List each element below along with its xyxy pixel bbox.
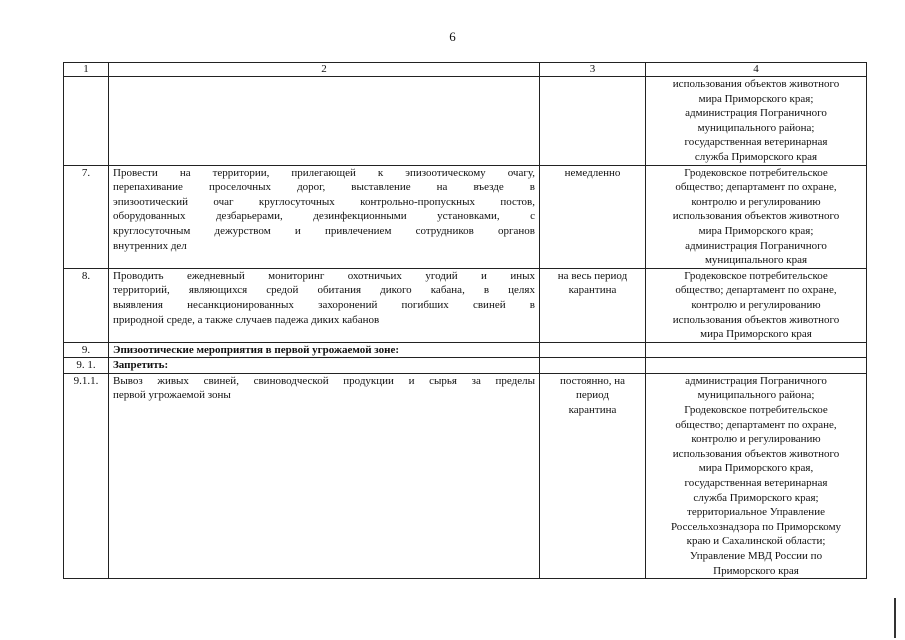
text-line: контролю и регулированию xyxy=(691,298,821,311)
table-row xyxy=(64,358,867,374)
responsible-cell xyxy=(646,165,867,268)
text-line: круглосуточным дежурством и привлечением сотрудников органов xyxy=(113,224,535,237)
text-line: администрация Пограничного xyxy=(685,239,827,252)
text-line: Гродековское потребительское xyxy=(684,404,828,417)
table-row xyxy=(64,268,867,342)
responsible-cell xyxy=(646,358,867,374)
text-line: служба Приморского края; xyxy=(693,491,819,504)
text-line: перепахивание проселочных дорог, выставление на въезде в xyxy=(113,181,535,194)
deadline-cell xyxy=(540,165,646,268)
column-header-4: 4 xyxy=(646,63,867,77)
text-line: использования объектов животного xyxy=(672,78,840,90)
text-line: государственная ветеринарная xyxy=(684,136,828,149)
text-line: общество; департамент по охране, xyxy=(675,181,837,194)
responsible-cell xyxy=(646,342,867,358)
text-line: государственная ветеринарная xyxy=(684,477,828,490)
text-line: использования объектов животного xyxy=(672,447,840,460)
text-line: краю и Сахалинской области; xyxy=(686,535,826,548)
page-number: 6 xyxy=(449,29,456,44)
text-line: внутренних дел xyxy=(113,239,187,252)
section-title: Эпизоотические мероприятия в первой угрожаемой зоне: xyxy=(109,342,540,358)
column-header-2: 2 xyxy=(109,63,540,77)
text-line: Провести на территории, прилегающей к эпизоотическому очагу, xyxy=(113,166,535,179)
text-line: контролю и регулированию xyxy=(691,433,821,446)
measure-description xyxy=(109,268,540,342)
text-line: Вывоз живых свиней, свиноводческой продукции и сырья за пределы xyxy=(113,374,535,387)
text-line: период xyxy=(576,389,609,402)
text-line: общество; департамент по охране, xyxy=(675,418,837,431)
row-number: 9. xyxy=(64,342,109,358)
table-body xyxy=(64,63,867,579)
text-line: использования объектов животного xyxy=(672,313,840,326)
text-line: мира Приморского края; xyxy=(698,92,814,105)
row-number: 9.1.1. xyxy=(64,373,109,578)
section-title: Запретить: xyxy=(109,358,540,374)
text-line: служба Приморского края xyxy=(694,150,818,163)
row-number: 7. xyxy=(64,165,109,268)
table-row xyxy=(64,342,867,358)
text-line: мира Приморского края, xyxy=(698,462,814,475)
text-line: Гродековское потребительское xyxy=(684,269,828,282)
text-line: муниципального края xyxy=(704,254,808,267)
text-line: Гродековское потребительское xyxy=(684,166,828,179)
text-line: мира Приморского края; xyxy=(698,224,814,237)
deadline-cell xyxy=(540,358,646,374)
text-line: немедленно xyxy=(564,166,621,179)
text-line: Управление МВД России по xyxy=(689,550,823,562)
responsible-cell xyxy=(646,77,867,166)
text-line: оборудованных дезбарьерами, дезинфекционными установками, с xyxy=(113,210,535,223)
text-line: эпизоотический очаг круглосуточных контрольно-пропускных постов, xyxy=(113,195,535,208)
text-line: выявления несанкционированных захоронений погибших свиней в xyxy=(113,298,535,311)
measure-description xyxy=(109,165,540,268)
text-line: администрация Пограничного xyxy=(685,374,827,387)
text-line: мира Приморского края xyxy=(700,328,812,341)
responsible-cell xyxy=(646,268,867,342)
text-line: карантина xyxy=(568,284,617,297)
deadline-cell xyxy=(540,342,646,358)
text-line: муниципального района; xyxy=(697,121,815,134)
text-line: природной среде, а также случаев падежа диких кабанов xyxy=(113,313,380,326)
text-line: использования объектов животного xyxy=(672,210,840,223)
table-row xyxy=(64,77,867,166)
text-line: территорий, являющихся средой обитания дикого кабана, в целях xyxy=(113,284,535,297)
row-number: 9. 1. xyxy=(64,358,109,374)
text-line: общество; департамент по охране, xyxy=(675,284,837,297)
row-number xyxy=(64,77,109,166)
table-header-row xyxy=(64,63,867,77)
row-number: 8. xyxy=(64,268,109,342)
scan-edge-mark xyxy=(894,598,896,638)
column-header-3: 3 xyxy=(540,63,646,77)
table-row xyxy=(64,165,867,268)
text-line: постоянно, на xyxy=(559,374,626,387)
text-line: на весь период xyxy=(557,269,628,282)
responsible-cell xyxy=(646,373,867,578)
deadline-cell xyxy=(540,373,646,578)
column-header-1: 1 xyxy=(64,63,109,77)
text-line: первой угрожаемой зоны xyxy=(113,389,231,402)
measures-table xyxy=(63,62,867,579)
text-line: контролю и регулированию xyxy=(691,195,821,208)
text-line: Россельхознадзора по Приморскому xyxy=(670,520,842,533)
text-line: муниципального района; xyxy=(697,389,815,402)
text-line: карантина xyxy=(568,404,617,417)
measure-description xyxy=(109,373,540,578)
text-line: Приморского края xyxy=(713,564,799,577)
text-line: территориальное Управление xyxy=(687,506,825,519)
measure-description xyxy=(109,77,540,166)
table-row xyxy=(64,373,867,578)
deadline-cell xyxy=(540,77,646,166)
deadline-cell xyxy=(540,268,646,342)
text-line: администрация Пограничного xyxy=(685,107,827,120)
text-line: Проводить ежедневный мониторинг охотничьих угодий и иных xyxy=(113,269,535,282)
